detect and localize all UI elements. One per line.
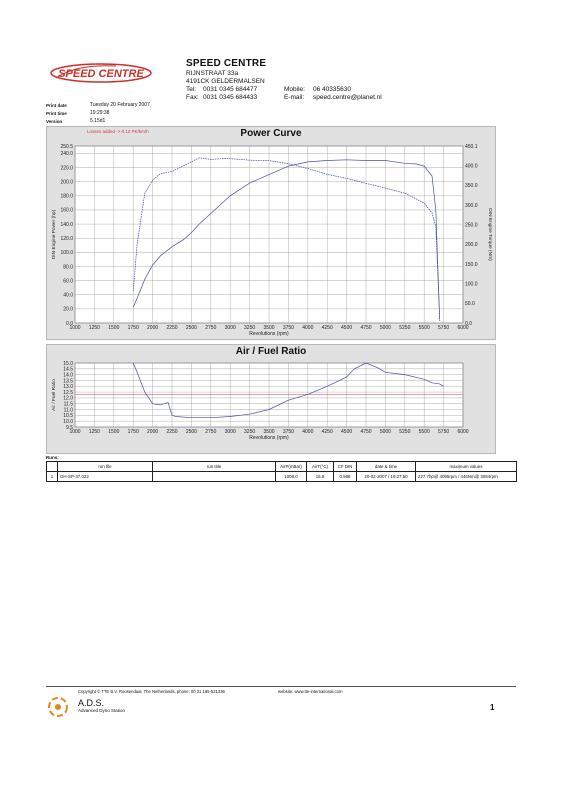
print-date-value: Tuesday 20 February 2007	[90, 102, 150, 108]
y2-tick-label: 450.1	[465, 143, 478, 150]
x-tick-label: 4750	[360, 325, 372, 331]
y-axis-label: DIN Engine Power (hp)	[52, 209, 57, 260]
x-axis-label: Revolutions (rpm)	[249, 435, 289, 441]
y2-axis-label: DIN Engine Torque (Nm)	[487, 208, 492, 261]
x-tick-label: 2250	[166, 325, 178, 331]
x-tick-label: 1000	[69, 429, 81, 435]
x-tick-label: 5500	[418, 325, 430, 331]
y2-tick-label: 300.0	[465, 202, 478, 209]
mobile-label: Mobile:	[284, 86, 305, 93]
x-tick-label: 3500	[263, 325, 275, 331]
email-value: speed.centre@planet.nl	[313, 94, 382, 101]
x-tick-label: 5750	[438, 429, 450, 435]
y-tick-label: 250.5	[60, 143, 73, 150]
y-tick-label: 12.5	[63, 389, 73, 396]
y-tick-label: 100.0	[60, 250, 73, 257]
runs-header-row	[47, 462, 517, 472]
x-tick-label: 1750	[127, 429, 139, 435]
power-curve-title: Power Curve	[240, 128, 302, 139]
version-label: Version	[46, 119, 63, 124]
version-value: 5.15d1	[90, 118, 106, 124]
x-tick-label: 2000	[147, 429, 159, 435]
footer-copyright: Copyright © TTE B.V. Roosendaal, The Netherlands, phone: 00 31 165-521336	[78, 689, 225, 694]
row-run-title	[153, 472, 276, 482]
x-tick-label: 4250	[321, 429, 333, 435]
row-cf-din: 0.988	[334, 472, 357, 482]
row-run-file: GH-SP-37.022	[58, 472, 153, 482]
x-tick-label: 4750	[360, 429, 372, 435]
x-tick-label: 1500	[108, 325, 120, 331]
power-curve-panel	[46, 126, 496, 340]
col-air-temp: AirT(°C)	[307, 462, 334, 472]
footer-website: website: www.tte-international.com	[278, 689, 343, 694]
address-line-2: 4191CK GELDERMALSEN	[186, 78, 265, 85]
x-tick-label: 2750	[205, 325, 217, 331]
x-tick-label: 4250	[321, 325, 333, 331]
col-index	[47, 462, 58, 472]
speed-centre-logo	[46, 58, 156, 86]
y2-tick-label: 350.0	[465, 183, 478, 190]
x-tick-label: 2000	[147, 325, 159, 331]
x-tick-label: 4500	[341, 429, 353, 435]
col-run-file: run file	[58, 462, 153, 472]
x-tick-label: 6000	[457, 325, 469, 331]
x-axis-label: Revolutions (rpm)	[249, 331, 289, 337]
runs-table	[46, 461, 517, 482]
y-tick-label: 20.0	[63, 306, 73, 313]
x-tick-label: 3750	[282, 325, 294, 331]
print-time-value: 19:29:38	[90, 110, 110, 116]
y-tick-label: 12.0	[63, 395, 73, 402]
y2-tick-label: 200.0	[465, 242, 478, 249]
x-tick-label: 1750	[127, 325, 139, 331]
page-number: 1	[490, 703, 495, 712]
x-tick-label: 2250	[166, 429, 178, 435]
row-date-time: 20-02-2007 / 19:27:50	[357, 472, 416, 482]
y-tick-label: 240.0	[60, 151, 73, 158]
y-tick-label: 14.5	[63, 366, 73, 373]
y2-tick-label: 50.0	[465, 301, 475, 308]
x-tick-label: 5250	[399, 429, 411, 435]
y-tick-label: 160.0	[60, 207, 73, 214]
y-tick-label: 60.0	[63, 278, 73, 285]
y2-tick-label: 0.0	[465, 320, 472, 327]
y-tick-label: 10.5	[63, 413, 73, 420]
footer-divider	[46, 686, 516, 687]
print-date-label: Print date	[46, 103, 67, 108]
mobile-value: 06 40335630	[313, 86, 351, 93]
y-tick-label: 120.0	[60, 236, 73, 243]
y-tick-label: 200.0	[60, 179, 73, 186]
x-tick-label: 1500	[108, 429, 120, 435]
company-name: SPEED CENTRE	[186, 58, 267, 69]
col-run-title: run title	[153, 462, 276, 472]
afr-chart	[47, 345, 495, 453]
y-tick-label: 180.0	[60, 193, 73, 200]
y2-tick-label: 150.0	[465, 261, 478, 268]
x-tick-label: 5750	[438, 325, 450, 331]
row-air-temp: 15.9	[307, 472, 334, 482]
y-tick-label: 15.0	[63, 360, 73, 367]
footer-brand: A.D.S.	[78, 698, 105, 708]
x-tick-label: 1000	[69, 325, 81, 331]
print-time-label: Print time	[46, 111, 67, 116]
x-tick-label: 2500	[185, 429, 197, 435]
power-curve-chart	[47, 127, 495, 339]
y2-tick-label: 400.0	[465, 163, 478, 170]
x-tick-label: 3750	[282, 429, 294, 435]
col-air-pressure: AirP(mBar)	[276, 462, 307, 472]
x-tick-label: 1250	[88, 429, 100, 435]
ads-logo-icon	[46, 695, 70, 719]
x-tick-label: 4000	[302, 429, 314, 435]
y-tick-label: 0.0	[66, 320, 73, 327]
losses-annotation: Losses added -> 0.12 PK/km/h	[87, 129, 149, 134]
y-tick-label: 9.5	[66, 424, 73, 431]
logo-text: SPEED CENTRE	[58, 68, 144, 80]
y2-tick-label: 100.0	[465, 281, 478, 288]
y2-tick-label: 250.0	[465, 222, 478, 229]
afr-title: Air / Fuel Ratio	[235, 346, 307, 357]
x-tick-label: 5250	[399, 325, 411, 331]
x-tick-label: 4500	[341, 325, 353, 331]
x-tick-label: 3250	[244, 429, 256, 435]
tel-value: 0031 0345 684477	[203, 86, 258, 93]
x-tick-label: 3500	[263, 429, 275, 435]
y-tick-label: 11.5	[63, 401, 73, 408]
y-tick-label: 140.0	[60, 221, 73, 228]
row-max-values: 227.7hp@ 4095rpm / 446Nm@ 3084rpm	[416, 472, 517, 482]
footer-brand-sub: Advanced Dyno Station	[78, 708, 126, 713]
x-tick-label: 5000	[379, 429, 391, 435]
runs-label: Runs:	[46, 455, 59, 460]
y-tick-label: 80.0	[63, 264, 73, 271]
afr-panel	[46, 344, 496, 454]
x-tick-label: 5500	[418, 429, 430, 435]
x-tick-label: 4000	[302, 325, 314, 331]
fax-value: 0031 0345 684433	[203, 94, 258, 101]
x-tick-label: 3000	[224, 325, 236, 331]
col-max-values: maximum values	[416, 462, 517, 472]
x-tick-label: 2750	[205, 429, 217, 435]
address-line-1: RIJNSTRAAT 33a	[186, 70, 239, 77]
row-air-pressure: 1008.0	[276, 472, 307, 482]
y-tick-label: 220.0	[60, 165, 73, 172]
x-tick-label: 2500	[185, 325, 197, 331]
x-tick-label: 5000	[379, 325, 391, 331]
y-tick-label: 13.0	[63, 384, 73, 391]
x-tick-label: 6000	[457, 429, 469, 435]
y-tick-label: 13.5	[63, 378, 73, 385]
y-tick-label: 10.0	[63, 418, 73, 425]
table-row	[47, 472, 517, 482]
email-label: E-mail:	[284, 94, 305, 101]
x-tick-label: 3250	[244, 325, 256, 331]
x-tick-label: 1250	[88, 325, 100, 331]
fax-label: Fax:	[186, 94, 199, 101]
x-tick-label: 3000	[224, 429, 236, 435]
row-index: 1	[47, 472, 58, 482]
col-date-time: date & time	[357, 462, 416, 472]
y-tick-label: 14.0	[63, 372, 73, 379]
y-tick-label: 40.0	[63, 292, 73, 299]
col-cf-din: CF DIN	[334, 462, 357, 472]
y-axis-label: Air / Fuel Ratio	[52, 379, 57, 411]
tel-label: Tel:	[186, 86, 197, 93]
y-tick-label: 11.0	[63, 407, 73, 414]
